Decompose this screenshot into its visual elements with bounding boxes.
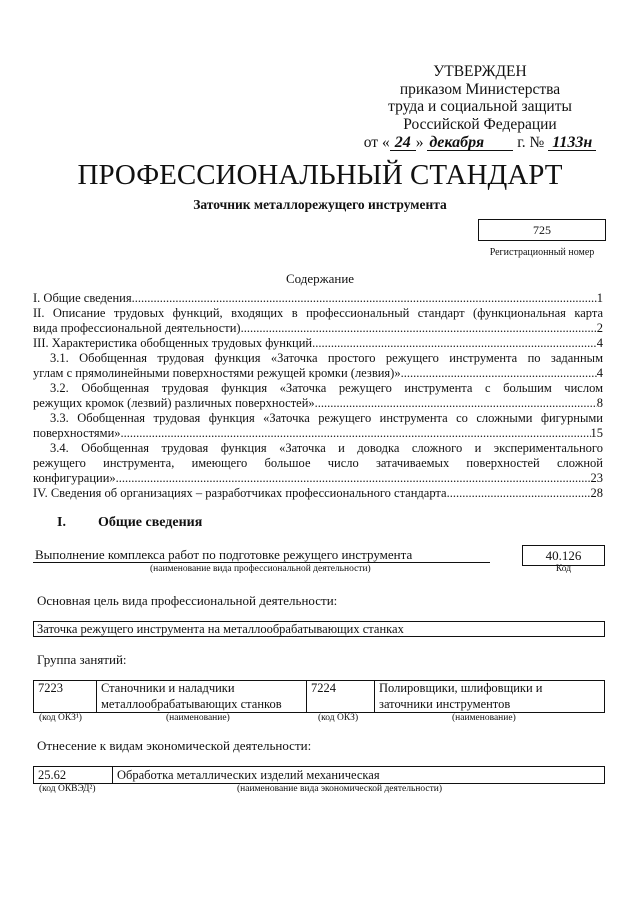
occupation-code-caption: (код ОКЗ) <box>318 712 359 723</box>
occupation-name-caption: (наименование) <box>166 712 230 723</box>
occupation-code-caption: (код ОКЗ¹) <box>39 712 82 723</box>
toc-entry <box>33 306 603 336</box>
toc-entry-line: II. Описание трудовых функций, входящих в профессиональный стандарт (функциональная карта <box>33 305 603 320</box>
occupations-label: Группа занятий: <box>37 651 127 667</box>
handwritten-month: декабря <box>427 135 513 151</box>
economic-activity-name-caption: (наименование вида экономической деятельности) <box>237 783 442 794</box>
toc-entry <box>33 441 603 486</box>
toc-entry-text: углам с прямолинейными поверхностями режущей кромки (лезвия)» <box>33 365 401 380</box>
toc-page-number: 23 <box>590 470 603 485</box>
toc-entry-last-line <box>33 366 603 381</box>
occupation-name-line: металлообрабатывающих станков <box>101 696 282 711</box>
toc-entry <box>33 381 603 411</box>
registration-number-label: Регистрационный номер <box>489 247 595 258</box>
occupation-name-line: Полировщики, шлифовщики и <box>379 681 543 695</box>
document-title: ПРОФЕССИОНАЛЬНЫЙ СТАНДАРТ <box>77 159 563 191</box>
toc-entry-text: IV. Сведения об организациях – разработчиках профессионального стандарта <box>33 485 447 500</box>
approval-line: Российской Федерации <box>403 115 557 133</box>
occupation-name-cell <box>97 681 307 712</box>
toc-entry-text: режущих кромок (лезвий) различных поверхностей» <box>33 395 315 410</box>
section-title: Общие сведения <box>98 515 203 530</box>
registration-number-box: 725 <box>478 219 606 241</box>
toc-entry <box>33 291 603 306</box>
toc-leader <box>447 486 591 501</box>
economic-activity-table <box>33 766 605 784</box>
approval-block <box>350 63 610 153</box>
toc-entry <box>33 336 603 351</box>
toc-entry-line: 3.4. Обобщенная трудовая функция «Заточка и доводка сложного и экспериментального <box>50 440 603 455</box>
section-number: I. <box>57 515 66 530</box>
approval-date-line <box>350 133 610 153</box>
occupation-name-caption: (наименование) <box>452 712 516 723</box>
toc-leader <box>132 291 597 306</box>
toc-heading: Содержание <box>285 271 355 286</box>
toc-page-number: 4 <box>596 365 603 380</box>
toc-entry <box>33 351 603 381</box>
toc-page-number: 4 <box>596 335 603 350</box>
goal-label: Основная цель вида профессиональной деятельности: <box>37 592 338 608</box>
handwritten-order-number: 1133н <box>548 135 596 151</box>
toc-page-number: 1 <box>596 290 603 305</box>
toc-entry-line: 3.1. Обобщенная трудовая функция «Заточка простого режущего инструмента по заданным <box>50 350 603 365</box>
activity-name-field: Выполнение комплекса работ по подготовке режущего инструмента <box>33 547 490 563</box>
document-subtitle: Заточник металлорежущего инструмента <box>193 197 447 212</box>
order-number-label: г. № <box>517 134 545 151</box>
toc-page-number: 8 <box>596 395 603 410</box>
occupation-code-cell: 7224 <box>307 681 375 712</box>
toc-entry-text: вида профессиональной деятельности) <box>33 320 241 335</box>
toc-entry-text: поверхностями» <box>33 425 121 440</box>
occupations-table <box>33 680 605 713</box>
toc-entry-last-line <box>33 426 603 441</box>
toc-entry-last-line <box>33 321 603 336</box>
toc-leader <box>241 321 597 336</box>
toc-leader <box>401 366 597 381</box>
activity-code-caption: Код <box>555 563 572 574</box>
activity-name-caption: (наименование вида профессиональной деятельности) <box>150 563 371 574</box>
toc-entry-line: режущего инструмента, имеющего большое число затачиваемых поверхностей сложной <box>33 455 603 470</box>
goal-box: Заточка режущего инструмента на металлообрабатывающих станках <box>33 621 605 637</box>
toc-entry <box>33 486 603 501</box>
toc-leader <box>315 396 597 411</box>
toc-page-number: 2 <box>596 320 603 335</box>
date-close-quote: » <box>415 134 424 151</box>
approval-line: труда и социальной защиты <box>388 98 572 115</box>
table-of-contents <box>33 291 603 501</box>
okved-code-caption: (код ОКВЭД²) <box>39 783 96 794</box>
toc-page-number: 15 <box>590 425 603 440</box>
economic-activity-label: Отнесение к видам экономической деятельности: <box>37 737 312 753</box>
date-prefix: от « <box>363 134 390 151</box>
okved-code-cell: 25.62 <box>34 767 113 783</box>
toc-entry <box>33 411 603 441</box>
toc-leader <box>121 426 591 441</box>
activity-code-box: 40.126 <box>522 545 605 566</box>
toc-entry-line: 3.2. Обобщенная трудовая функция «Заточка режущего инструмента с большим числом <box>50 380 603 395</box>
toc-entry-last-line <box>33 396 603 411</box>
occupation-name-line: заточники инструментов <box>379 696 511 711</box>
toc-leader <box>312 336 597 351</box>
occupation-name-line: Станочники и наладчики <box>101 681 235 695</box>
toc-entry-text: конфигурации» <box>33 470 116 485</box>
toc-leader <box>116 471 591 486</box>
approval-line: приказом Министерства <box>399 80 561 98</box>
toc-entry-text: III. Характеристика обобщенных трудовых функций <box>33 335 313 350</box>
toc-page-number: 28 <box>590 485 603 500</box>
handwritten-day: 24 <box>390 135 416 151</box>
occupation-name-cell <box>375 681 604 712</box>
toc-entry-last-line <box>33 471 603 486</box>
approval-heading: УТВЕРЖДЕН <box>433 63 527 80</box>
economic-activity-name-cell: Обработка металлических изделий механическая <box>117 768 380 782</box>
toc-entry-text: I. Общие сведения <box>33 290 132 305</box>
occupation-code-cell: 7223 <box>34 681 97 712</box>
toc-entry-line: 3.3. Обобщенная трудовая функция «Заточка режущего инструмента со сложными фигурными <box>50 410 603 425</box>
